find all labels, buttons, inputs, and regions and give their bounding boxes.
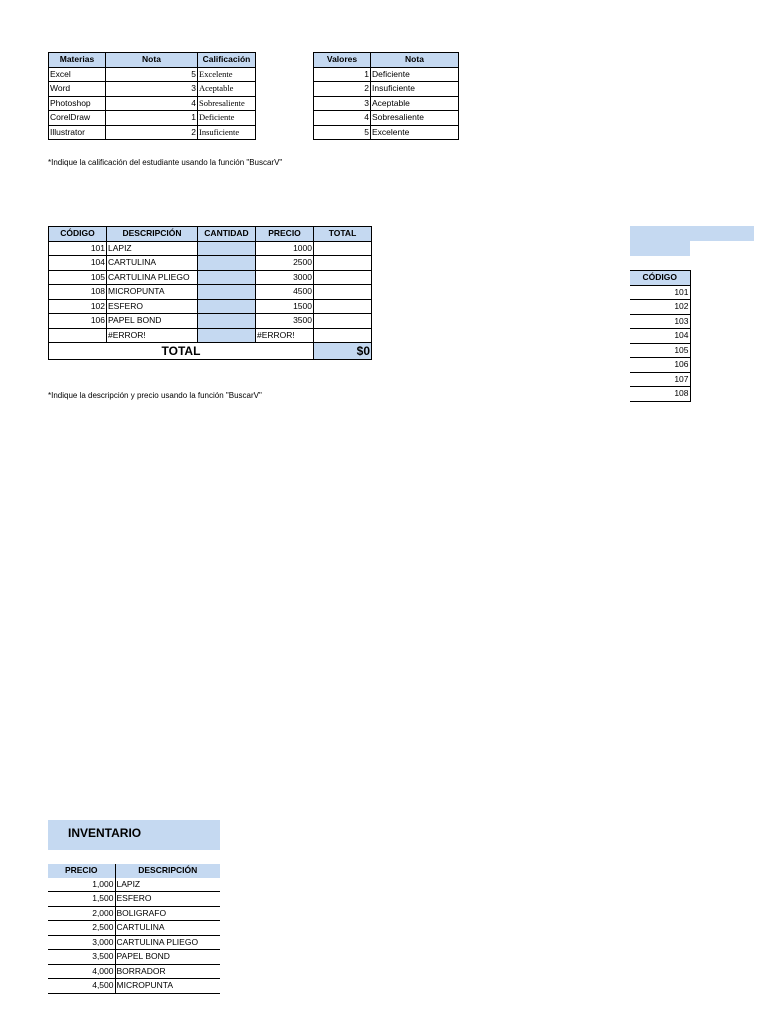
cell-cantidad[interactable] xyxy=(198,314,256,329)
cell-precio[interactable]: 2,500 xyxy=(48,921,115,936)
valores-table xyxy=(313,52,459,140)
table-row xyxy=(49,96,256,111)
cell-valor[interactable]: 4 xyxy=(314,111,371,126)
list-item xyxy=(630,300,690,315)
table-row xyxy=(48,964,220,979)
cell-valor[interactable]: 1 xyxy=(314,67,371,82)
cell-nota[interactable]: Aceptable xyxy=(371,96,459,111)
column-header[interactable]: DESCRIPCIÓN xyxy=(115,864,220,878)
inventario-header-row xyxy=(48,864,220,878)
column-header[interactable]: CÓDIGO xyxy=(630,271,690,286)
cell-precio[interactable]: 2,000 xyxy=(48,906,115,921)
cell-descripcion[interactable]: MICROPUNTA xyxy=(107,285,198,300)
column-header[interactable]: DESCRIPCIÓN xyxy=(107,227,198,242)
cell-calificacion[interactable]: Deficiente xyxy=(198,111,256,126)
cell-materia[interactable]: CorelDraw xyxy=(49,111,106,126)
cell-nota[interactable]: 1 xyxy=(106,111,198,126)
cell-total[interactable] xyxy=(314,328,372,343)
cell-codigo[interactable]: 101 xyxy=(630,285,690,300)
cell-nota[interactable]: Excelente xyxy=(371,125,459,140)
cell-valor[interactable]: 3 xyxy=(314,96,371,111)
materias-header-row xyxy=(49,53,256,68)
cell-codigo[interactable]: 102 xyxy=(49,299,107,314)
cell-codigo[interactable]: 107 xyxy=(630,372,690,387)
codigos-table xyxy=(630,270,691,402)
table-row xyxy=(49,82,256,97)
table-row xyxy=(49,67,256,82)
cell-descripcion[interactable]: LAPIZ xyxy=(115,878,220,892)
column-header[interactable]: Nota xyxy=(106,53,198,68)
cell-descripcion[interactable]: #ERROR! xyxy=(107,328,198,343)
cell-nota[interactable]: 2 xyxy=(106,125,198,140)
table-row xyxy=(314,125,459,140)
table-row xyxy=(48,979,220,994)
cell-descripcion[interactable]: PAPEL BOND xyxy=(107,314,198,329)
column-header[interactable]: TOTAL xyxy=(314,227,372,242)
table-row xyxy=(49,299,372,314)
cell-cantidad[interactable] xyxy=(198,285,256,300)
instruction-note-2: *Indique la descripción y precio usando la función "BuscarV" xyxy=(48,391,262,400)
cell-calificacion[interactable]: Excelente xyxy=(198,67,256,82)
table-row xyxy=(314,111,459,126)
cell-total[interactable] xyxy=(314,285,372,300)
table-row xyxy=(49,270,372,285)
table-row xyxy=(48,950,220,965)
cell-precio[interactable]: 4,000 xyxy=(48,964,115,979)
table-row xyxy=(49,125,256,140)
column-header[interactable]: Valores xyxy=(314,53,371,68)
cell-cantidad[interactable] xyxy=(198,270,256,285)
table-row xyxy=(49,241,372,256)
cell-codigo[interactable]: 104 xyxy=(49,256,107,271)
cell-precio[interactable]: 3,500 xyxy=(48,950,115,965)
column-header[interactable]: PRECIO xyxy=(48,864,115,878)
column-header[interactable]: Calificación xyxy=(198,53,256,68)
cell-nota[interactable]: 4 xyxy=(106,96,198,111)
list-item xyxy=(630,343,690,358)
cell-descripcion[interactable]: CARTULINA xyxy=(115,921,220,936)
cell-precio[interactable]: 4500 xyxy=(256,285,314,300)
table-row xyxy=(49,256,372,271)
cell-precio[interactable]: 3,000 xyxy=(48,935,115,950)
cell-cantidad[interactable] xyxy=(198,328,256,343)
cell-codigo[interactable]: 108 xyxy=(630,387,690,402)
cell-total[interactable] xyxy=(314,241,372,256)
cell-codigo[interactable]: 105 xyxy=(49,270,107,285)
cell-total[interactable] xyxy=(314,299,372,314)
cell-descripcion[interactable]: BOLIGRAFO xyxy=(115,906,220,921)
cell-descripcion[interactable]: MICROPUNTA xyxy=(115,979,220,994)
table-row xyxy=(49,314,372,329)
header-band xyxy=(630,226,754,241)
cell-materia[interactable]: Word xyxy=(49,82,106,97)
table-row xyxy=(48,935,220,950)
total-value[interactable]: $0 xyxy=(314,343,372,360)
table-row xyxy=(48,921,220,936)
cell-valor[interactable]: 5 xyxy=(314,125,371,140)
cell-codigo[interactable]: 108 xyxy=(49,285,107,300)
table-row xyxy=(49,285,372,300)
table-row xyxy=(49,111,256,126)
cell-calificacion[interactable]: Sobresaliente xyxy=(198,96,256,111)
cell-calificacion[interactable]: Insuficiente xyxy=(198,125,256,140)
list-item xyxy=(630,372,690,387)
cell-descripcion[interactable]: CARTULINA xyxy=(107,256,198,271)
cell-cantidad[interactable] xyxy=(198,299,256,314)
header-band-lower xyxy=(630,241,690,256)
cell-materia[interactable]: Excel xyxy=(49,67,106,82)
table-row xyxy=(314,96,459,111)
inventario-table xyxy=(48,864,220,994)
cell-materia[interactable]: Photoshop xyxy=(49,96,106,111)
instruction-note-1: *Indique la calificación del estudiante usando la función "BuscarV" xyxy=(48,158,283,167)
cell-codigo[interactable]: 106 xyxy=(630,358,690,373)
codigos-header-row xyxy=(630,271,690,286)
productos-table xyxy=(48,226,372,360)
cell-cantidad[interactable] xyxy=(198,256,256,271)
cell-nota[interactable]: Sobresaliente xyxy=(371,111,459,126)
cell-precio[interactable]: 4,500 xyxy=(48,979,115,994)
cell-codigo[interactable]: 102 xyxy=(630,300,690,315)
cell-materia[interactable]: Illustrator xyxy=(49,125,106,140)
cell-cantidad[interactable] xyxy=(198,241,256,256)
inventario-title: INVENTARIO xyxy=(68,826,142,840)
list-item xyxy=(630,314,690,329)
total-label: TOTAL xyxy=(49,343,314,360)
column-header[interactable]: PRECIO xyxy=(256,227,314,242)
cell-nota[interactable]: 5 xyxy=(106,67,198,82)
cell-precio[interactable]: 1,500 xyxy=(48,892,115,907)
cell-precio[interactable]: #ERROR! xyxy=(256,328,314,343)
cell-descripcion[interactable]: CARTULINA PLIEGO xyxy=(107,270,198,285)
cell-total[interactable] xyxy=(314,256,372,271)
table-row xyxy=(314,67,459,82)
cell-codigo[interactable]: 106 xyxy=(49,314,107,329)
column-header[interactable]: CANTIDAD xyxy=(198,227,256,242)
cell-descripcion[interactable]: ESFERO xyxy=(115,892,220,907)
column-header[interactable]: CÓDIGO xyxy=(49,227,107,242)
cell-descripcion[interactable]: CARTULINA PLIEGO xyxy=(115,935,220,950)
table-row xyxy=(48,878,220,892)
materias-table xyxy=(48,52,256,140)
cell-descripcion[interactable]: LAPIZ xyxy=(107,241,198,256)
cell-codigo[interactable]: 105 xyxy=(630,343,690,358)
cell-descripcion[interactable]: BORRADOR xyxy=(115,964,220,979)
column-header[interactable]: Materias xyxy=(49,53,106,68)
table-row xyxy=(48,906,220,921)
cell-valor[interactable]: 2 xyxy=(314,82,371,97)
cell-codigo[interactable] xyxy=(49,328,107,343)
cell-descripcion[interactable]: ESFERO xyxy=(107,299,198,314)
cell-codigo[interactable]: 101 xyxy=(49,241,107,256)
total-row xyxy=(49,343,372,360)
list-item xyxy=(630,387,690,402)
cell-precio[interactable]: 1500 xyxy=(256,299,314,314)
cell-precio[interactable]: 3500 xyxy=(256,314,314,329)
table-row xyxy=(314,82,459,97)
table-row xyxy=(49,328,372,343)
cell-codigo[interactable]: 104 xyxy=(630,329,690,344)
cell-precio[interactable]: 2500 xyxy=(256,256,314,271)
productos-header-row xyxy=(49,227,372,242)
cell-nota[interactable]: Deficiente xyxy=(371,67,459,82)
table-row xyxy=(48,892,220,907)
cell-nota[interactable]: 3 xyxy=(106,82,198,97)
list-item xyxy=(630,329,690,344)
column-header[interactable]: Nota xyxy=(371,53,459,68)
list-item xyxy=(630,285,690,300)
cell-calificacion[interactable]: Aceptable xyxy=(198,82,256,97)
cell-precio[interactable]: 1000 xyxy=(256,241,314,256)
cell-total[interactable] xyxy=(314,314,372,329)
cell-nota[interactable]: Insuficiente xyxy=(371,82,459,97)
cell-descripcion[interactable]: PAPEL BOND xyxy=(115,950,220,965)
cell-total[interactable] xyxy=(314,270,372,285)
valores-header-row xyxy=(314,53,459,68)
cell-codigo[interactable]: 103 xyxy=(630,314,690,329)
list-item xyxy=(630,358,690,373)
cell-precio[interactable]: 1,000 xyxy=(48,878,115,892)
cell-precio[interactable]: 3000 xyxy=(256,270,314,285)
